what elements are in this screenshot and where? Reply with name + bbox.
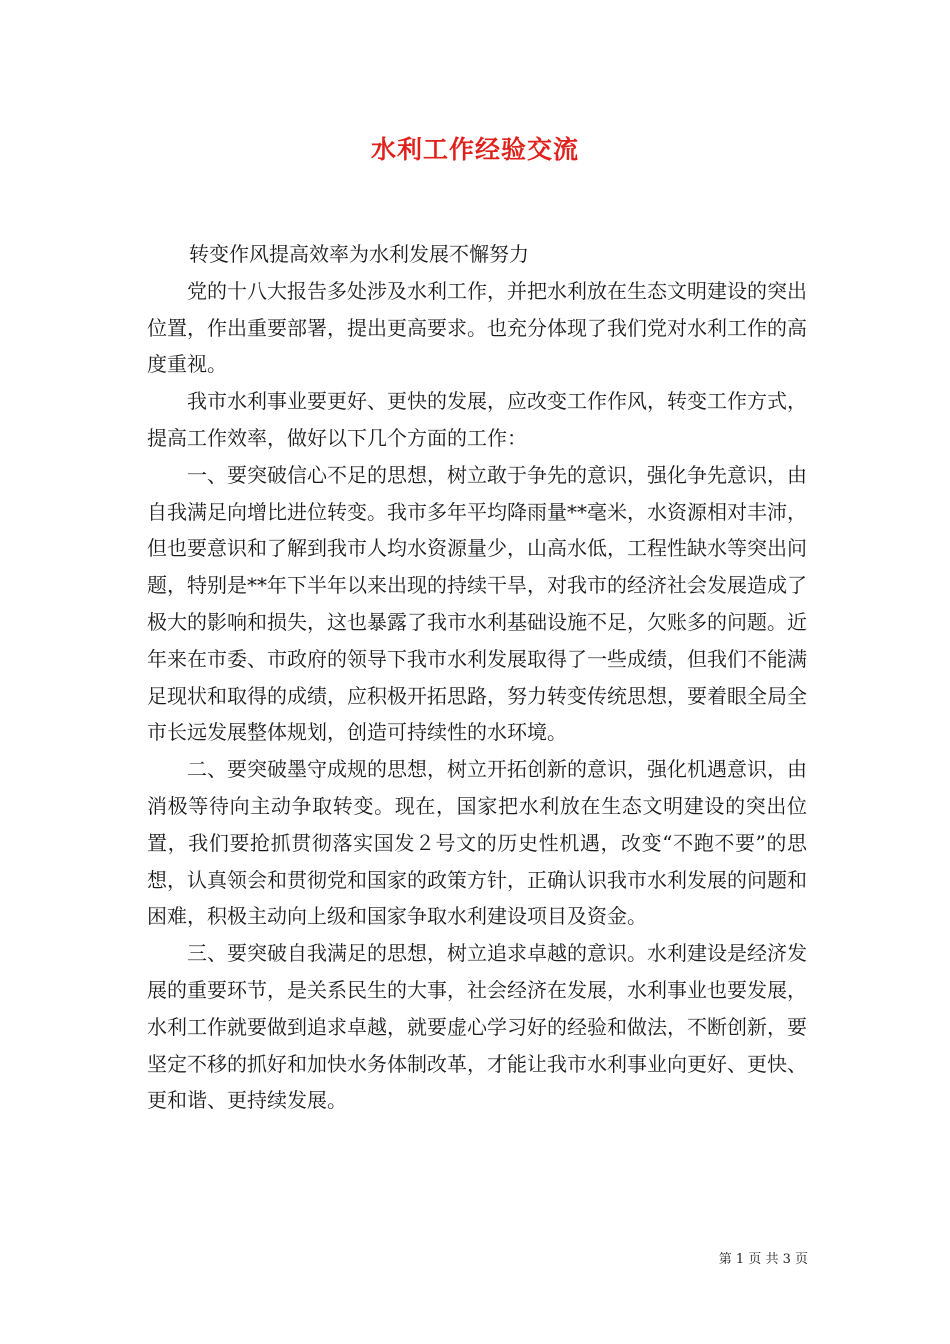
page-number: 第 1 页 共 3 页 [718, 1252, 808, 1267]
paragraph-4: 二、要突破墨守成规的思想，树立开拓创新的意识，强化机遇意识，由消极等待向主动争取转变。现在，国家把水利放在生态文明建设的突出位置，我们要抢抓贯彻落实国发２号文的历史性机遇，改变“不跑不要”的思想，认真领会和贯彻党和国家的政策方针，正确认识我市水利发展的问题和困难，积极主动向上级和国家争取水利建设项目及资金。 [147, 757, 807, 929]
document-title: 水利工作经验交流 [370, 135, 579, 164]
document-subtitle: 转变作风提高效率为水利发展不懈努力 [189, 242, 529, 266]
paragraph-2: 我市水利事业要更好、更快的发展，应改变工作作风，转变工作方式，提高工作效率，做好以下几个方面的工作： [147, 389, 807, 450]
paragraph-3: 一、要突破信心不足的思想，树立敢于争先的意识，强化争先意识，由自我满足向增比进位转变。我市多年平均降雨量**毫米，水资源相对丰沛，但也要意识和了解到我市人均水资源量少，山高水低，工程性缺水等突出问题，特别是**年下半年以来出现的持续干旱，对我市的经济社会发展造成了极大的影响和损失，这也暴露了我市水利基础设施不足，欠账多的问题。近年来在市委、市政府的领导下我市水利发展取得了一些成绩，但我们不能满足现状和取得的成绩，应积极开拓思路，努力转变传统思想，要着眼全局全市长远发展整体规划，创造可持续性的水环境。 [147, 462, 807, 745]
paragraph-1: 党的十八大报告多处涉及水利工作，并把水利放在生态文明建设的突出位置，作出重要部署，提出更高要求。也充分体现了我们党对水利工作的高度重视。 [147, 278, 807, 377]
paragraph-5: 三、要突破自我满足的思想，树立追求卓越的意识。水利建设是经济发展的重要环节，是关系民生的大事，社会经济在发展，水利事业也要发展，水利工作就要做到追求卓越，就要虚心学习好的经验和做法，不断创新，要坚定不移的抓好和加快水务体制改革，才能让我市水利事业向更好、更快、更和谐、更持续发展。 [147, 941, 807, 1113]
document-body [147, 236, 807, 1119]
